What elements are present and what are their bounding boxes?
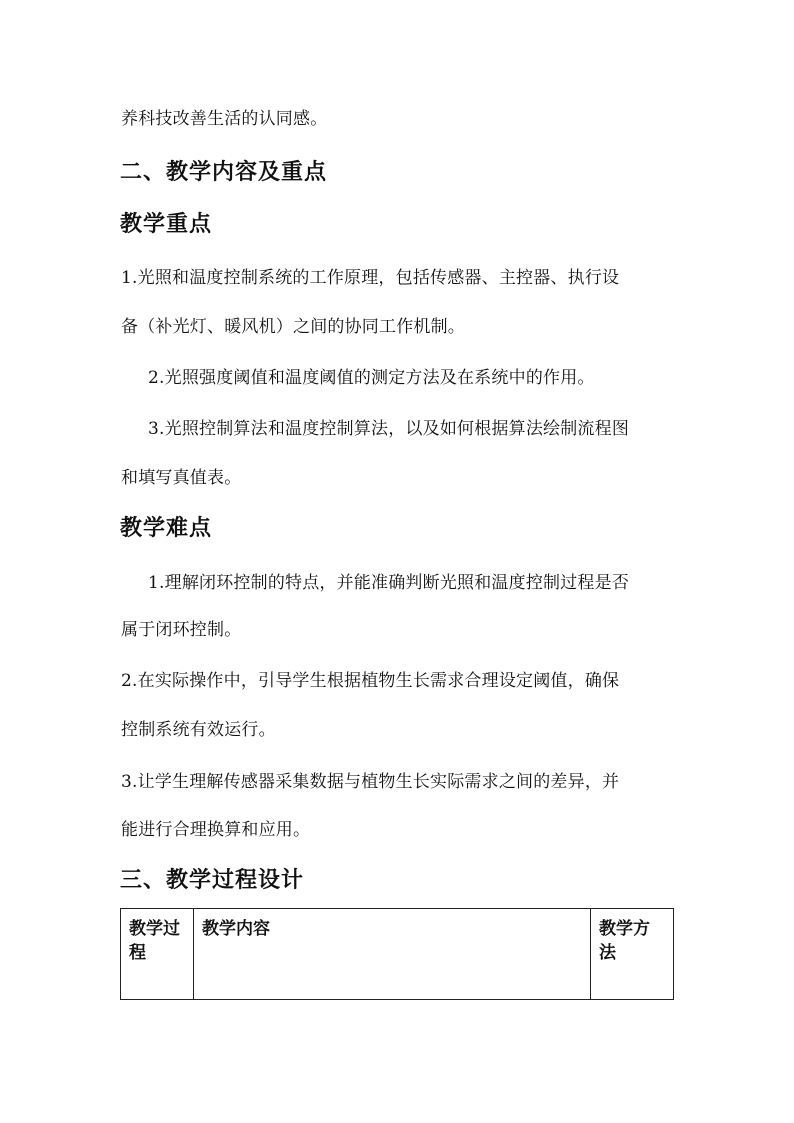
table-header-row xyxy=(121,909,674,1000)
teaching-process-table xyxy=(120,908,674,1000)
key-points-heading: 教学重点 xyxy=(120,212,213,237)
key-point-2: 2.光照强度阈值和温度阈值的测定方法及在系统中的作用。 xyxy=(148,368,595,388)
key-point-3-line-2: 和填写真值表。 xyxy=(121,468,242,488)
header-teaching-method: 教学方法 xyxy=(591,909,674,1000)
section-3-heading: 三、教学过程设计 xyxy=(120,868,305,893)
difficult-point-1-line-1: 1.理解闭环控制的特点，并能准确判断光照和温度控制过程是否 xyxy=(148,573,630,593)
difficult-point-2-line-2: 控制系统有效运行。 xyxy=(121,720,276,740)
header-teaching-process: 教学过程 xyxy=(121,909,194,1000)
difficult-points-heading: 教学难点 xyxy=(120,516,213,541)
difficult-point-3-line-2: 能进行合理换算和应用。 xyxy=(121,820,311,840)
key-point-1-line-1: 1.光照和温度控制系统的工作原理，包括传感器、主控器、执行设 xyxy=(121,268,620,288)
intro-tail-text: 养科技改善生活的认同感。 xyxy=(121,109,328,129)
difficult-point-1-line-2: 属于闭环控制。 xyxy=(121,620,242,640)
difficult-point-3-line-1: 3.让学生理解传感器采集数据与植物生长实际需求之间的差异，并 xyxy=(121,772,620,792)
header-teaching-content: 教学内容 xyxy=(194,909,591,1000)
key-point-1-line-2: 备（补光灯、暖风机）之间的协同工作机制。 xyxy=(121,317,465,337)
key-point-3-line-1: 3.光照控制算法和温度控制算法，以及如何根据算法绘制流程图 xyxy=(148,419,630,439)
section-2-heading: 二、教学内容及重点 xyxy=(120,160,328,185)
difficult-point-2-line-1: 2.在实际操作中，引导学生根据植物生长需求合理设定阈值，确保 xyxy=(121,671,620,691)
